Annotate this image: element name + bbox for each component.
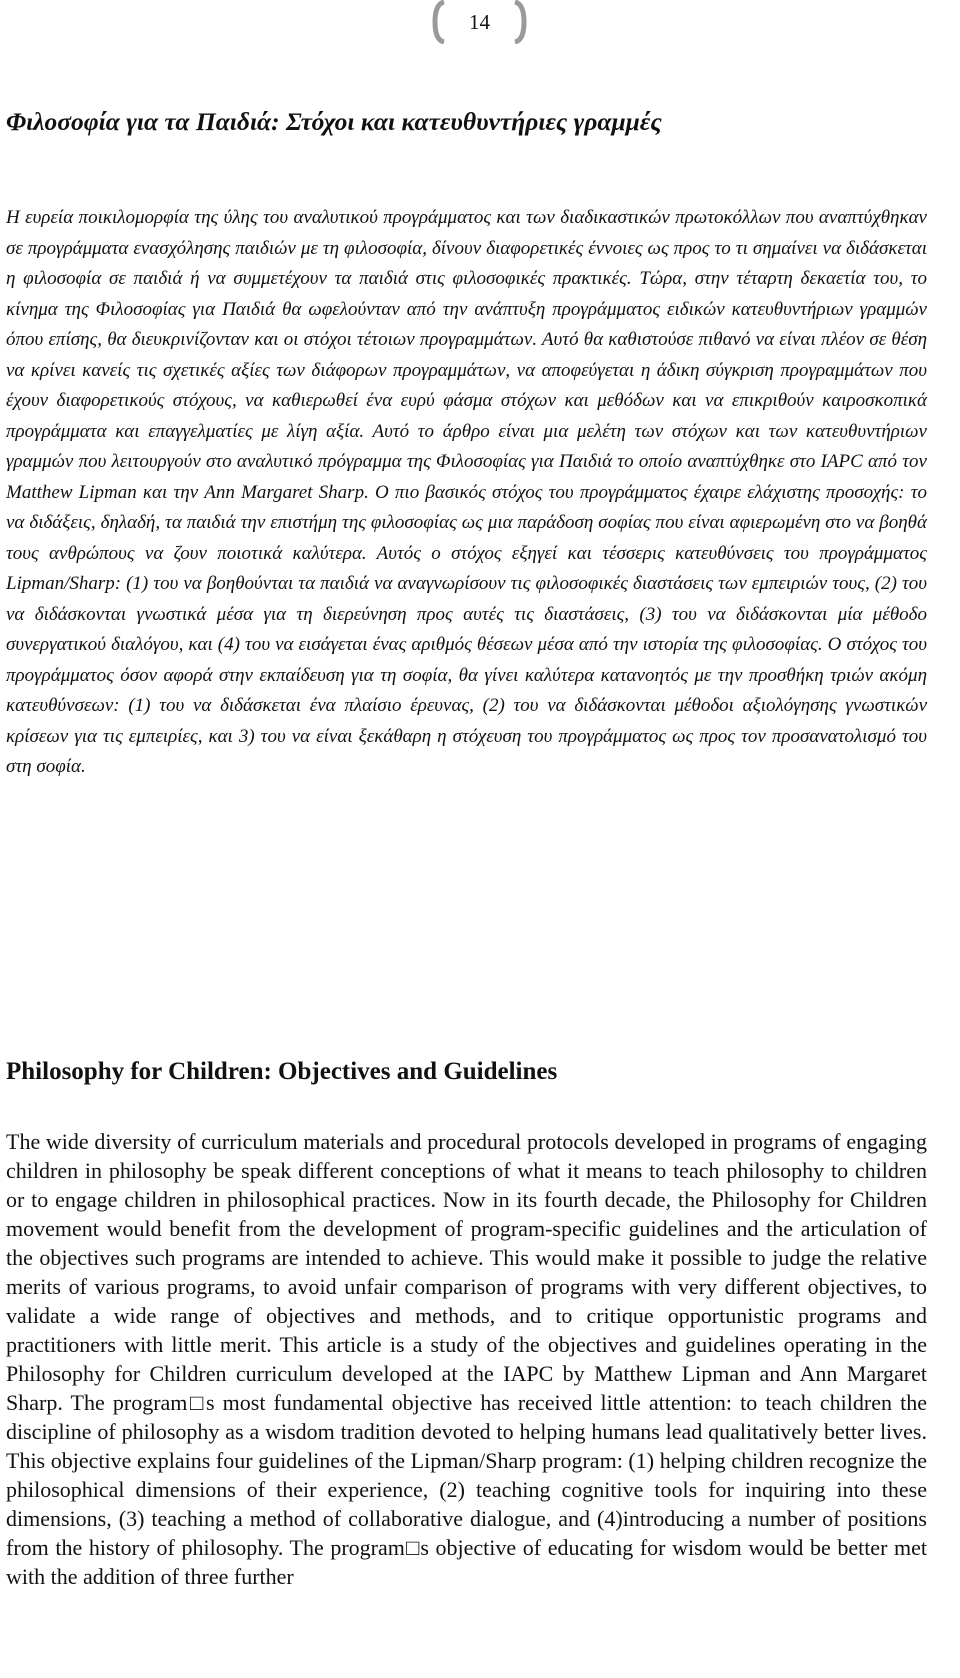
- greek-section-title: Φιλοσοφία για τα Παιδιά: Στόχοι και κατευθυντήριες γραμμές: [6, 107, 662, 136]
- greek-abstract-paragraph: Η ευρεία ποικιλομορφία της ύλης του αναλυτικού προγράμματος και των διαδικαστικών πρωτοκόλλων που αναπτύχθηκαν σε προγράμματα ενασχόλησης παιδιών με τη φιλοσοφία, δίνουν διαφορετικές έννοιες ως προς το τι σημαίνει να διδάσκεται η φιλοσοφία σε παιδιά ή να συμμετέχουν τα παιδιά στις φιλοσοφικές πρακτικές. Τώρα, στην τέταρτη δεκαετία του, το κίνημα της Φιλοσοφίας για Παιδιά θα ωφελούνταν από την ανάπτυξη προγράμματος ειδικών κατευθυντήριων γραμμών όπου επίσης, θα διευκρινίζονταν και οι στόχοι τέτοιων προγραμμάτων. Αυτό θα καθιστούσε πιθανό να είναι πλέον σε θέση να κρίνει κανείς τις σχετικές αξίες των διάφορων προγραμμάτων, να αποφεύγεται η άδικη σύγκριση προγραμμάτων που έχουν διαφορετικούς στόχους, να καθιερωθεί ένα ευρύ φάσμα στόχων και μεθόδων και να επικριθούν καιροσκοπικά προγράμματα και επαγγελματίες με λίγη αξία. Αυτό το άρθρο είναι μια μελέτη των στόχων και των κατευθυντήριων γραμμών που λειτουργούν στο αναλυτικό πρόγραμμα της Φιλοσοφίας για Παιδιά το οποίο αναπτύχθηκε στο IAPC από τον Matthew Lipman και την Ann Margaret Sharp. Ο πιο βασικός στόχος του προγράμματος έχαιρε ελάχιστης προσοχής: το να διδάξεις, δηλαδή, τα παιδιά την επιστήμη της φιλοσοφίας ως μια παράδοση σοφίας που είναι αφιερωμένη στο να βοηθά τους ανθρώπους να ζουν ποιοτικά καλύτερα. Αυτός ο στόχος εξηγεί και τέσσερις κατευθύνσεις του προγράμματος Lipman/Sharp: (1) του να βοηθούνται τα παιδιά να αναγνωρίσουν τις φιλοσοφικές διαστάσεις των εμπειριών τους, (2) του να διδάσκονται γνωστικά μέσα για τη διερεύνηση προς αυτές τις διαστάσεις, (3) του να διδάσκονται μία μέθοδο συνεργατικού διαλόγου, και (4) του να εισάγεται ένας αριθμός θέσεων μέσα από την ιστορία της φιλοσοφίας. Ο στόχος του προγράμματος όσον αφορά στην εκπαίδευση για τη σοφία, θα γίνει καλύτερα κατανοητός με την προσθήκη τριών ακόμη κατευθύνσεων: (1) του να διδάσκεται ένα πλαίσιο έρευνας, (2) του να διδάσκονται μέθοδοι αξιολόγησης γνωστικών κρίσεων για τις εμπειρίες, και 3) του να είναι ξεκάθαρη η στόχευση του προγράμματος ως προς τον προσανατολισμό του στη σοφία.: [6, 207, 927, 777]
- page-number-frame: [432, 0, 527, 44]
- page-number: 14: [469, 10, 490, 34]
- english-section-title: Philosophy for Children: Objectives and Guidelines: [6, 1058, 558, 1085]
- english-abstract-paragraph: The wide diversity of curriculum materials and procedural protocols developed in programs of engaging children in philosophy be speak different conceptions of what it means to teach philosophy to children or to engage children in philosophical practices. Now in its fourth decade, the Philosophy for Children movement would benefit from the development of program-specific guidelines and the articulation of the objectives such programs are intended to achieve. This would make it possible to judge the relative merits of various programs, to avoid unfair comparison of programs with very different objectives, to validate a wide range of objectives and methods, and to critique opportunistic programs and practitioners with little merit. This article is a study of the objectives and guidelines operating in the Philosophy for Children curriculum developed at the IAPC by Matthew Lipman and Ann Margaret Sharp. The program□s most fundamental objective has received little attention: to teach children the discipline of philosophy as a wisdom tradition devoted to helping humans lead qualitatively better lives. This objective explains four guidelines of the Lipman/Sharp program: (1) helping children recognize the philosophical dimensions of their experience, (2) teaching cognitive tools for inquiring into these dimensions, (3) teaching a method of collaborative dialogue, and (4)introducing a number of positions from the history of philosophy. The program□s objective of educating for wisdom would be better met with the addition of three further: [6, 1129, 927, 1589]
